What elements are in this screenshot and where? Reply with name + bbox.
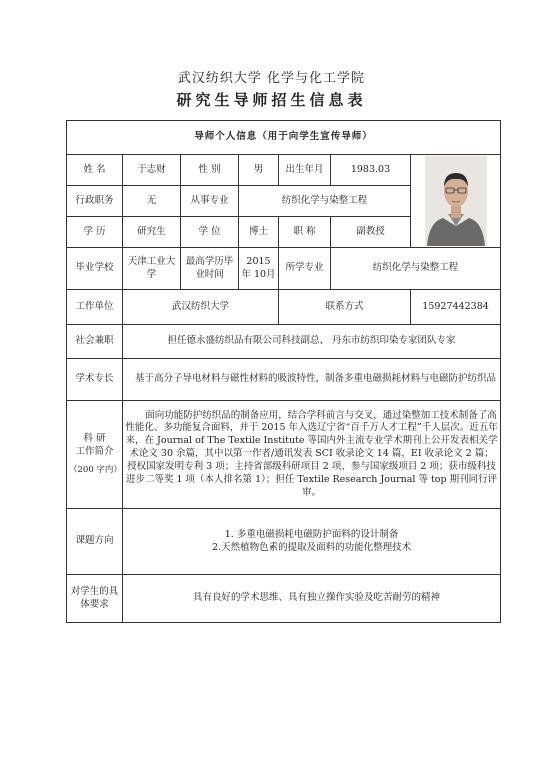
work-unit-label: 工作单位	[67, 290, 123, 325]
university-header: 武汉纺织大学 化学与化工学院	[177, 71, 366, 86]
social-value: 担任德永盛纺织品有限公司科技副总、 丹东市纺织印染专家团队专家	[123, 325, 501, 359]
info-table	[66, 120, 501, 623]
research-text: 面向功能防护纺织品的制备应用，结合学科前言与交叉，通过染整加工技术制备了高性能化、多功能复合面料，并于 2015 年入选辽宁省“百千万人才工程”千人层次。近五年来，在 Journal of The Textile Institute 等国内外主流专业学术期刊上公开发表相关学术论文 30 余篇，其中以第一作者/通讯发表 SCI 收录论文 14 篇，EI 收录论文 2 篇；授权国家发明专利 3 项；主持省部级科研项目 2 项、参与国家级项目 2 项；获市级科技进步二等奖 1 项（本人排名第 1）；担任 Textile Research Journal 等 top 期刊同行评审。	[123, 401, 501, 509]
name-value: 于志财	[123, 155, 181, 186]
form-title: 研究生导师招生信息表	[176, 91, 367, 109]
title-label: 职 称	[279, 217, 331, 248]
portrait-photo	[425, 156, 487, 246]
grad-major-label: 所学专业	[279, 248, 331, 290]
work-unit-value: 武汉纺织大学	[123, 290, 279, 325]
birth-label: 出生年月	[279, 155, 331, 186]
title-value: 副教授	[331, 217, 411, 248]
name-label: 姓 名	[67, 155, 123, 186]
topics-list	[123, 509, 501, 575]
degree-label: 学 位	[181, 217, 239, 248]
topic-item: 1. 多重电磁损耗电磁防护面料的设计制备	[224, 528, 399, 540]
grad-time-value: 2015 年 10月	[239, 248, 279, 290]
research-note: （200 字内）	[69, 464, 122, 475]
education-value: 研究生	[123, 217, 181, 248]
major-value: 纺织化学与染整工程	[239, 186, 411, 217]
grad-major-value: 纺织化学与染整工程	[331, 248, 501, 290]
admin-value: 无	[123, 186, 181, 217]
research-label-line2: 工作简介	[75, 445, 114, 457]
requirements-value: 具有良好的学术思维、具有独立操作实验及吃苦耐劳的精神	[123, 575, 501, 623]
social-label: 社会兼职	[67, 325, 123, 359]
gender-value: 男	[239, 155, 279, 186]
grad-school-label: 毕业学校	[67, 248, 123, 290]
research-label	[67, 401, 123, 509]
contact-label: 联系方式	[279, 290, 411, 325]
section-title: 导师个人信息（用于向学生宣传导师）	[67, 121, 501, 155]
admin-label: 行政职务	[67, 186, 123, 217]
topic-item: 2.天然植物色素的提取及面料的功能化整理技术	[212, 541, 412, 553]
topics-label: 课题方向	[67, 509, 123, 575]
grad-time-label: 最高学历毕业时间	[181, 248, 239, 290]
research-label-line1: 科 研	[83, 432, 106, 444]
specialty-label: 学术专长	[67, 359, 123, 401]
photo-cell	[411, 155, 501, 248]
major-label: 从事专业	[181, 186, 239, 217]
degree-value: 博士	[239, 217, 279, 248]
grad-school-value: 天津工业大学	[123, 248, 181, 290]
specialty-value: 基于高分子导电材料与磁性材料的吸波特性，制备多重电磁损耗材料与电磁防护纺织品	[123, 359, 501, 401]
gender-label: 性 别	[181, 155, 239, 186]
contact-value: 15927442384	[411, 290, 501, 325]
birth-value: 1983.03	[331, 155, 411, 186]
education-label: 学 历	[67, 217, 123, 248]
requirements-label: 对学生的具体要求	[67, 575, 123, 623]
